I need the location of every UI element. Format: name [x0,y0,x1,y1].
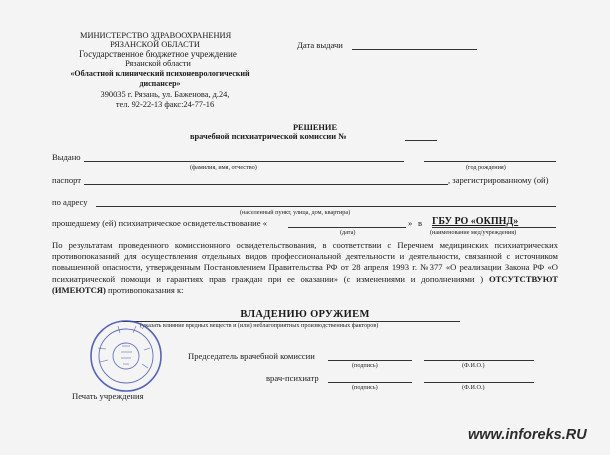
exam-label: прошедшему (ей) психиатрическое освидетельствование « [52,218,268,228]
absent-text: ОТСУТСТВУЮТ (ИМЕЮТСЯ) [52,273,558,295]
clinic-line1: «Областной клинический психоневрологический [70,69,250,78]
round-stamp-icon [88,318,164,394]
psychiatrist-label: врач-психиатр [266,373,319,383]
chair-initials-line [424,360,534,361]
med-inst-caption: (наименование мед/учреждения) [430,229,517,236]
psychiatrist-signature-line [328,382,412,383]
date-caption: (дата) [340,229,356,236]
body-text: По результатам проведенного комиссионного освидетельствования, в соответствии с Перечнем медицинских психиатрических противопоказаний для осуществления отдельных видов профессиональной деятельности и деятельности, связанной с источником повышенной опасности, утвержденным Постановлением Правительства РФ от 28 апреля 1993 г. №377 «О реализации Закона РФ «О психиатрической помощи и гарантиях прав граждан при ее оказании» (с изменениями и дополнениями ) [52,240,558,284]
chair-label: Председатель врачебной комиссии [188,351,315,361]
chair-signature-line [328,360,412,361]
ministry-line2: РЯЗАНСКОЙ ОБЛАСТИ [110,40,200,49]
commission-number-line [405,140,437,141]
clinic-address: 390035 г. Рязань, ул. Баженова, д.24, [100,90,230,99]
ministry-line1: МИНИСТЕРСТВО ЗДРАВООХРАНЕНИЯ [80,31,232,40]
institution-value: ГБУ РО «ОКПНД» [432,216,519,227]
full-name-caption: (фамилия, имя, отчество) [190,164,257,171]
address-line [96,206,556,207]
passport-label: паспорт [52,175,82,185]
ownership-caption: (указать влияние вредных веществ и (или) неблагоприятных производственных факторов) [140,322,379,329]
registered-label: , зарегистрированному (ой) [448,175,549,185]
ownership-title: ВЛАДЕНИЮ ОРУЖИЕМ [240,309,370,320]
address-caption: (населенный пункт, улица, дом, квартира) [240,209,351,216]
psychiatrist-initials-line [424,382,534,383]
quote-close: » [408,218,413,228]
institution-line [432,227,556,228]
clinic-phones: тел. 92-22-13 факс:24-77-16 [115,100,215,109]
body-paragraph [52,240,558,296]
birth-year-caption: (год рождения) [466,164,506,171]
clinic-line2: диспансер» [139,79,181,88]
in-label: в [418,218,423,228]
birth-year-line [424,161,556,162]
contra-suffix: противопоказания к: [108,284,184,295]
psychiatrist-signature-caption: (подпись) [352,384,378,391]
issue-date-label: Дата выдачи [297,40,343,50]
passport-line [84,184,448,185]
institution-line2: Рязанской области [125,59,191,68]
institution-line1: Государственное бюджетное учреждение [79,49,237,59]
stamp-label: Печать учреждения [72,391,144,401]
watermark-text: www.inforeks.RU [468,427,587,443]
chair-initials-caption: (Ф.И.О.) [462,362,485,369]
issued-to-label: Выдано [52,152,81,162]
issue-date-line [352,49,477,50]
chair-signature-caption: (подпись) [352,362,378,369]
full-name-line [84,161,404,162]
psychiatrist-initials-caption: (Ф.И.О.) [462,384,485,391]
title-line1: РЕШЕНИЕ [292,123,338,132]
address-label: по адресу [52,197,88,207]
title-line2: врачебной психиатрической комиссии № [190,132,347,141]
exam-date-line [288,227,406,228]
